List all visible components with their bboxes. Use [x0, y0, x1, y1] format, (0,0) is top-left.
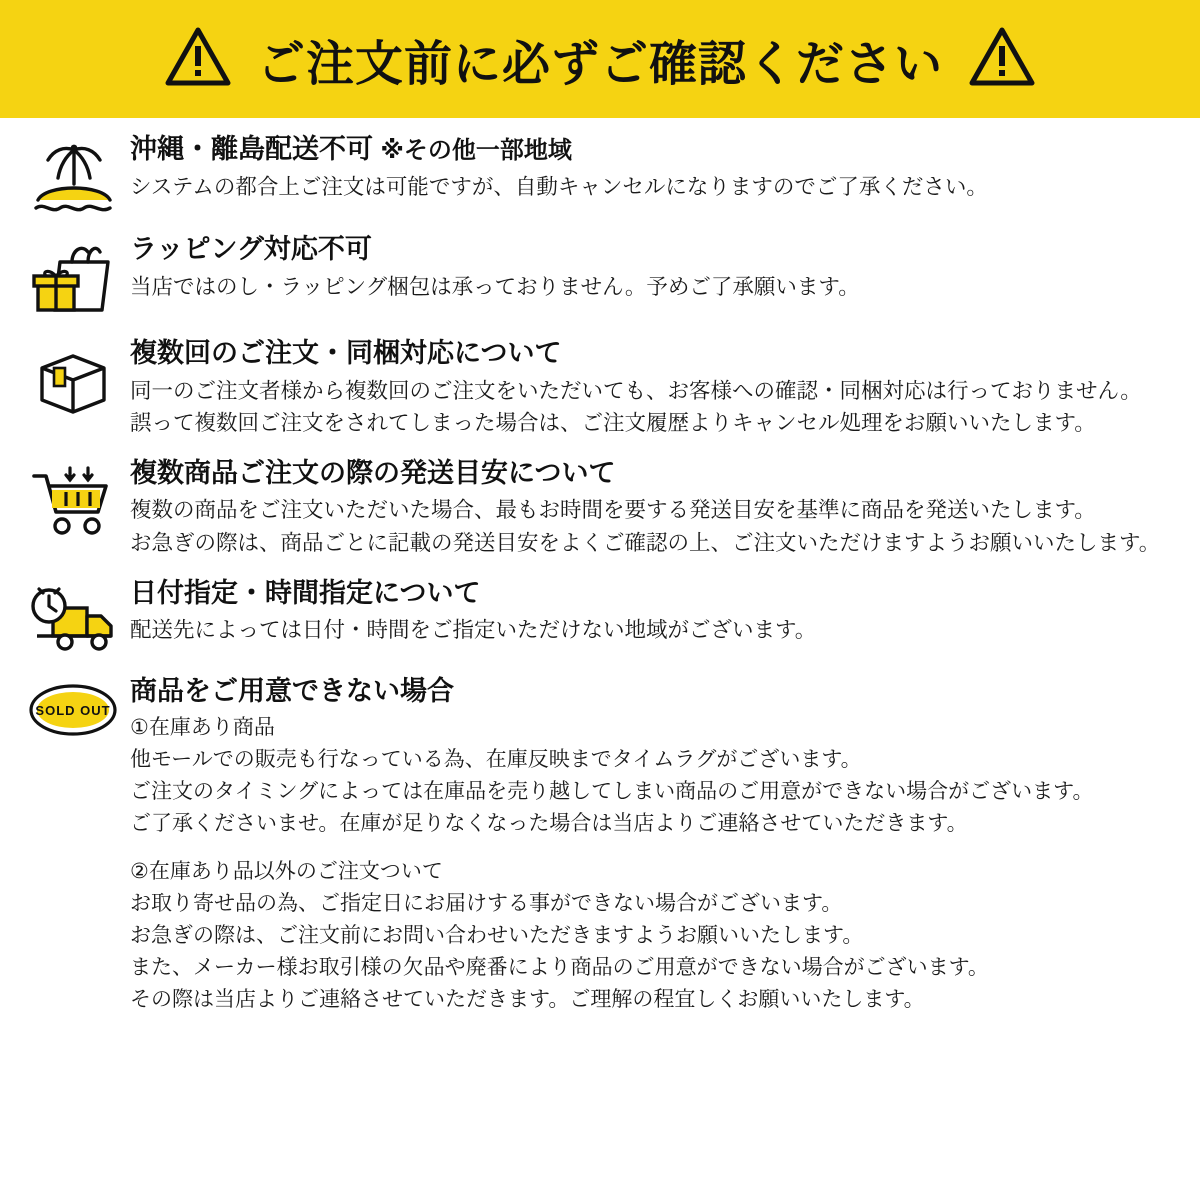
section-line: お取り寄せ品の為、ご指定日にお届けする事ができない場合がございます。 [130, 891, 843, 915]
section-line: その際は当店よりご連絡させていただきます。ご理解の程宜しくお願いいたします。 [130, 987, 925, 1011]
page-title: ご注文前に必ずご確認ください [256, 37, 943, 91]
notice-section-shipping-restriction [0, 132, 1200, 216]
section-line: 複数の商品をご注文いただいた場合、最もお時間を要する発送目安を基準に商品を発送いたします。 [130, 498, 1096, 523]
notice-list [0, 118, 1200, 1015]
section-line: 当店ではのし・ラッピング梱包は承っておりません。予めご了承願います。 [130, 274, 860, 299]
section-line: ②在庫あり品以外のご注文ついて [130, 859, 443, 883]
section-line: ご注文のタイミングによっては在庫品を売り越してしまい商品のご用意ができない場合がございます。 [130, 780, 1094, 804]
section-title-main: 沖縄・離島配送不可 [130, 134, 373, 164]
delivery-truck-clock-icon [18, 576, 128, 658]
warning-triangle-icon [165, 26, 231, 93]
section-title: 商品をご用意できない場合 [130, 675, 454, 706]
cardboard-box-icon [18, 336, 128, 422]
sold-out-stamp-icon [18, 674, 128, 740]
header-banner [0, 0, 1200, 118]
section-line: 配送先によっては日付・時間をご指定いただけない地域がございます。 [130, 618, 817, 643]
notice-section-multiple-orders [0, 336, 1200, 440]
section-title-suffix: ※その他一部地域 [380, 137, 572, 164]
section-title: 日付指定・時間指定について [130, 577, 481, 608]
section-line: お急ぎの際は、ご注文前にお問い合わせいただきますようお願いいたします。 [130, 923, 864, 947]
notice-section-no-gift-wrap [0, 232, 1200, 320]
notice-section-out-of-stock [0, 674, 1200, 1016]
section-line: 同一のご注文者様から複数回のご注文をいただいても、お客様への確認・同梱対応は行っておりません。 [130, 378, 1142, 403]
svg-text:SOLD OUT: SOLD OUT [35, 702, 111, 718]
section-title [130, 132, 1170, 167]
shopping-cart-icon [18, 456, 128, 538]
section-line: 誤って複数回ご注文をされてしまった場合は、ご注文履歴よりキャンセル処理をお願いいたします。 [130, 411, 1096, 436]
section-line: システムの都合上ご注文は可能ですが、自動キャンセルになりますのでご了承ください。 [130, 174, 988, 199]
island-palm-icon [18, 132, 128, 216]
section-line: お急ぎの際は、商品ごとに記載の発送目安をよくご確認の上、ご注文いただけますようお願いいたします。 [130, 531, 1161, 556]
gift-bag-icon [18, 232, 128, 320]
section-title: 複数回のご注文・同梱対応について [130, 338, 562, 368]
section-line: ①在庫あり商品 [130, 716, 275, 740]
section-line: また、メーカー様お取引様の欠品や廃番により商品のご用意ができない場合がございます。 [130, 955, 989, 979]
notice-section-shipping-estimate [0, 456, 1200, 560]
notice-section-date-time-designation [0, 576, 1200, 658]
section-title: 複数商品ご注文の際の発送目安について [130, 457, 616, 488]
section-line: ご了承くださいませ。在庫が足りなくなった場合は当店よりご連絡させていただきます。 [130, 812, 968, 836]
warning-triangle-icon [969, 26, 1035, 93]
section-line: 他モールでの販売も行なっている為、在庫反映までタイムラグがございます。 [130, 748, 862, 772]
section-title: ラッピング対応不可 [130, 234, 372, 264]
